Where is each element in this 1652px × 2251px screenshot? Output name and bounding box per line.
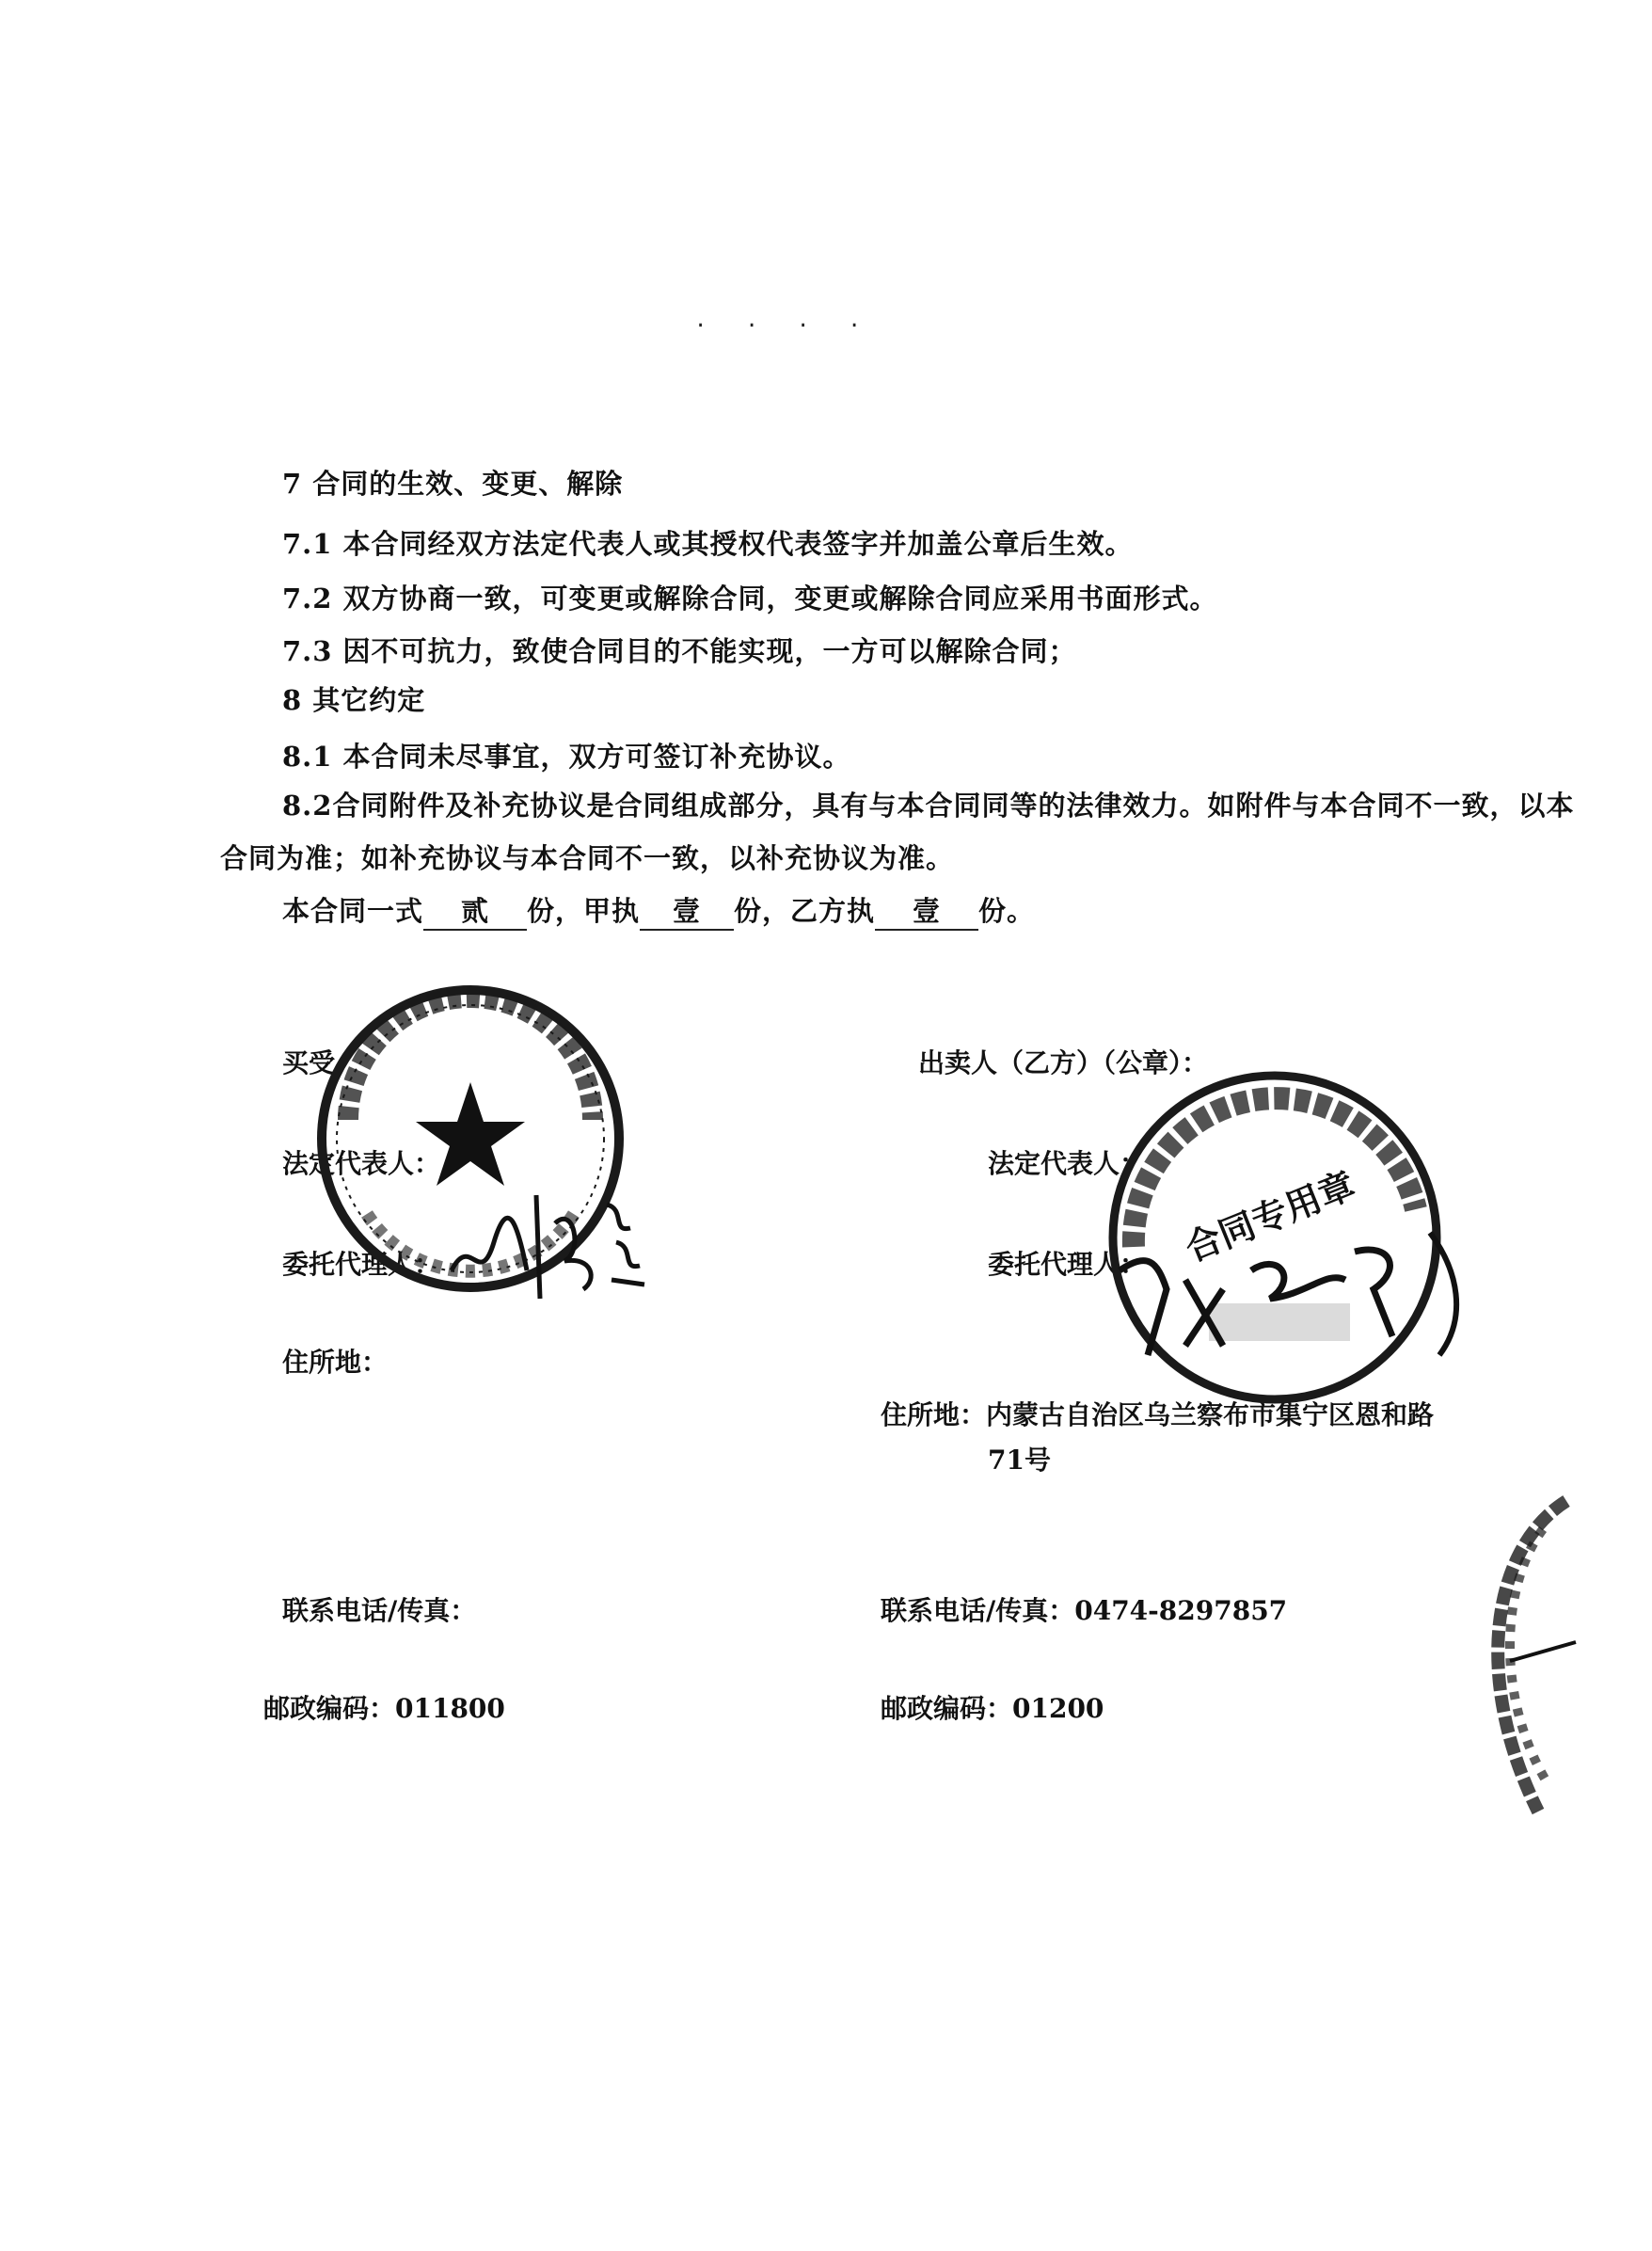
seller-handwritten-signature — [1110, 1214, 1486, 1365]
copies-part1: 份，甲执 — [527, 895, 641, 927]
copies-suffix: 份。 — [978, 895, 1036, 927]
buyer-legal-rep: 法定代表人： — [282, 1148, 441, 1179]
seller-agent: 委托代理人： — [988, 1249, 1147, 1280]
copies-part2: 份，乙方执 — [734, 895, 876, 927]
buyer-postal: 邮政编码：011800 — [263, 1693, 505, 1724]
clause-8-2-line1: 8.2合同附件及补充协议是合同组成部分，具有与本合同同等的法律效力。如附件与本合同不一致，以本 — [282, 790, 1575, 822]
buyer-agent: 委托代理人： — [282, 1249, 441, 1280]
section8-heading: 8 其它约定 — [282, 684, 426, 716]
copies-line — [282, 890, 1035, 931]
clause-8-2-line2: 合同为准；如补充协议与本合同不一致，以补充协议为准。 — [220, 842, 955, 874]
seller-address-line1: 住所地：内蒙古自治区乌兰察布市集宁区恩和路 — [881, 1399, 1435, 1430]
buyer-handwritten-signature — [442, 1167, 659, 1308]
seller-postal: 邮政编码：01200 — [881, 1693, 1104, 1724]
edge-seal-fragment — [1453, 1492, 1604, 1821]
clause-7-3: 7.3 因不可抗力，致使合同目的不能实现，一方可以解除合同； — [282, 635, 1077, 667]
seller-address-line2: 71号 — [988, 1445, 1051, 1476]
buyer-phone: 联系电话/传真： — [282, 1595, 477, 1626]
seller-seal-label: 合同专用章 — [1179, 1163, 1361, 1269]
clause-7-1: 7.1 本合同经双方法定代表人或其授权代表签字并加盖公章后生效。 — [282, 528, 1134, 560]
buyer-address: 住所地： — [282, 1347, 389, 1378]
clause-7-2: 7.2 双方协商一致，可变更或解除合同，变更或解除合同应采用书面形式。 — [282, 583, 1218, 615]
seller-phone: 联系电话/传真：0474-8297857 — [881, 1595, 1288, 1626]
section7-heading: 7 合同的生效、变更、解除 — [282, 468, 624, 500]
seller-legal-rep: 法定代表人： — [988, 1148, 1147, 1179]
copies-party-a: 壹 — [640, 890, 734, 931]
seller-title: 出卖人（乙方）（公章）： — [918, 1047, 1209, 1078]
buyer-title: 买受 — [282, 1047, 336, 1078]
clause-8-1: 8.1 本合同未尽事宜，双方可签订补充协议。 — [282, 741, 851, 773]
copies-party-b: 壹 — [875, 890, 978, 931]
copies-prefix: 本合同一式 — [282, 895, 424, 927]
top-marks: . . . . — [694, 309, 874, 332]
copies-total: 贰 — [423, 890, 527, 931]
